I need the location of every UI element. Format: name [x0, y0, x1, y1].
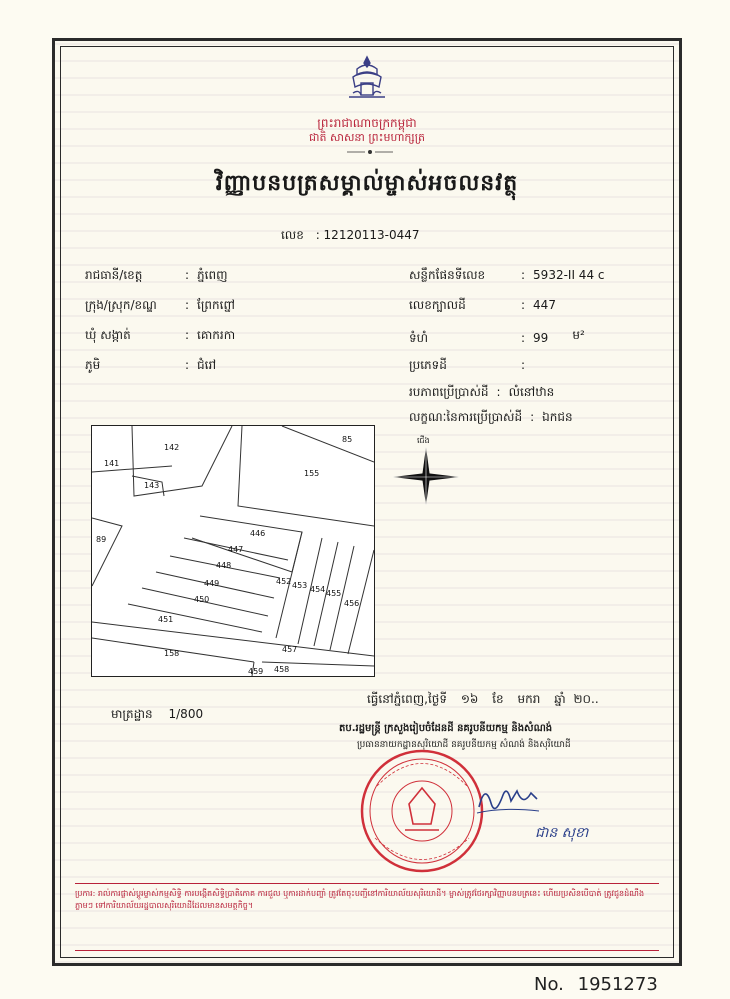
legal-notice: ប្រការ: រាល់ការផ្លាស់ប្តូរម្ចាស់កម្មសិទ្ធិ ការបង្កើតសិទ្ធិប្រាតិភោគ ការជួល ឬការដាក់បញ្ចាំ ត្រូវតែចុះបញ្ជីនៅការិយាល័យសុរិយោដី។ ម្ចាស់ត្រូវថែរក្សាវិញ្ញាបនបត្រនេះ ហើយប្រសិនបើបាត់ ត្រូវជូនដំណឹងភ្លាមៗ ទៅការិយាល័យរដ្ឋបាលសុរិយោដីដែលមានសមត្ថកិច្ច។	[75, 883, 659, 951]
field-value: លំនៅឋាន	[508, 385, 555, 399]
field-map-sheet: សន្លឹកផែនទីលេខ : 5932-II 44 c	[409, 267, 605, 285]
certificate-number	[281, 227, 420, 245]
year-label: ឆ្នាំ	[554, 692, 566, 706]
field-land-type: ប្រភេទដី :	[409, 357, 533, 375]
map-scale	[111, 706, 203, 724]
scale-value: 1/800	[168, 707, 204, 721]
field-value: គោករកា	[197, 328, 236, 342]
parcel-label: 141	[104, 459, 120, 468]
signature-icon	[473, 777, 543, 821]
parcel-label: 446	[250, 529, 266, 538]
authority-line-1: តប.រដ្ឋមន្ត្រី ក្រសួងរៀបចំដែនដី នគរូបនីយកម្ម និងសំណង់	[339, 723, 553, 734]
scale-label: មាត្រដ្ឋាន	[111, 707, 153, 721]
parcel-label: 158	[164, 649, 180, 658]
parcel-label: 455	[326, 589, 342, 598]
parcel-label: 452	[276, 577, 292, 586]
kingdom-heading: ព្រះរាជាណាចក្រកម្ពុជា	[317, 116, 417, 130]
field-label: ប្រភេទដី	[409, 358, 447, 372]
parcel-label: 453	[292, 581, 308, 590]
royal-emblem-icon	[339, 53, 395, 103]
field-value: ព្រែកព្នៅ	[197, 298, 235, 312]
field-village: ភូមិ : ជំរៅ	[85, 357, 216, 375]
field-label: របភាពប្រើប្រាស់ដី	[409, 385, 489, 399]
issue-date	[367, 691, 599, 709]
official-seal-icon	[357, 746, 487, 876]
parcel-label: 448	[216, 561, 232, 570]
field-value: ភ្នំពេញ	[197, 268, 228, 282]
field-province: រាជធានី/ខេត្ត : ភ្នំពេញ	[85, 267, 228, 285]
field-district: ក្រុង/ស្រុក/ខណ្ឌ : ព្រែកព្នៅ	[85, 297, 235, 315]
field-value: ជំរៅ	[197, 358, 217, 372]
north-label: ជើង	[417, 436, 430, 445]
parcel-label: 143	[144, 481, 160, 490]
issue-month: មករា	[517, 692, 541, 706]
parcel-label: 142	[164, 443, 180, 452]
certificate-sheet	[52, 38, 682, 966]
serial-label: No.	[534, 974, 564, 995]
parcel-label: 456	[344, 599, 360, 608]
divider-ornament	[345, 149, 395, 155]
issue-place: ធ្វើនៅភ្នំពេញ,ថ្ងៃទី	[367, 692, 447, 706]
field-land-use: របភាពប្រើប្រាស់ដី : លំនៅឋាន	[409, 385, 555, 399]
field-label: សន្លឹកផែនទីលេខ	[409, 268, 486, 282]
parcel-label: 449	[204, 579, 220, 588]
field-value: ឯកជន	[542, 410, 573, 424]
field-label: លក្ខណៈនៃការប្រើប្រាស់ដី	[409, 410, 523, 424]
field-value: 447	[533, 298, 556, 312]
field-value: 99	[533, 331, 549, 345]
serial-value: 1951273	[577, 974, 658, 995]
field-use-type: លក្ខណៈនៃការប្រើប្រាស់ដី : ឯកជន	[409, 410, 573, 424]
parcel-label: 447	[228, 545, 244, 554]
number-label: លេខ	[281, 228, 304, 242]
north-arrow-icon	[391, 433, 461, 513]
field-label: លេខក្បាលដី	[409, 298, 466, 312]
parcel-label: 459	[248, 667, 264, 676]
parcel-label: 89	[96, 535, 107, 544]
parcel-label: 457	[282, 645, 298, 654]
field-commune: ឃុំ សង្កាត់ : គោករកា	[85, 327, 235, 345]
parcel-label: 85	[342, 435, 353, 444]
parcel-label: 155	[304, 469, 320, 478]
parcel-label: 458	[274, 665, 290, 674]
signature-name: ជាន សុខា	[535, 825, 589, 841]
field-area: ទំហំ : 99 ម²	[409, 327, 585, 348]
field-label: រាជធានី/ខេត្ត	[85, 268, 143, 282]
parcel-label: 451	[158, 615, 174, 624]
field-label: ភូមិ	[85, 358, 101, 372]
issue-year: ២០..	[573, 692, 599, 706]
field-label: ទំហំ	[409, 331, 429, 345]
field-label: ក្រុង/ស្រុក/ខណ្ឌ	[85, 298, 157, 312]
field-value: 5932-II 44 c	[533, 268, 605, 282]
authority-line-2: ប្រធាននាយកដ្ឋានសុរិយោដី នគរូបនីយកម្ម សំណង់ និងសុរិយោដី	[357, 740, 571, 750]
month-label: ខែ	[492, 692, 504, 706]
issue-day: ១៦	[460, 692, 479, 706]
field-parcel-number: លេខក្បាលដី : 447	[409, 297, 556, 315]
parcel-label: 454	[310, 585, 326, 594]
motto-heading: ជាតិ សាសនា ព្រះមហាក្សត្រ	[309, 131, 425, 144]
parcel-label: 450	[194, 595, 210, 604]
area-unit: ម²	[572, 328, 585, 342]
certificate-title: វិញ្ញាបនបត្រសម្គាល់ម្ចាស់អចលនវត្ថុ	[215, 171, 519, 196]
serial-number	[534, 974, 658, 995]
number-value: : 12120113-0447	[315, 228, 420, 242]
cadastral-map	[91, 425, 375, 677]
field-label: ឃុំ សង្កាត់	[85, 328, 131, 342]
